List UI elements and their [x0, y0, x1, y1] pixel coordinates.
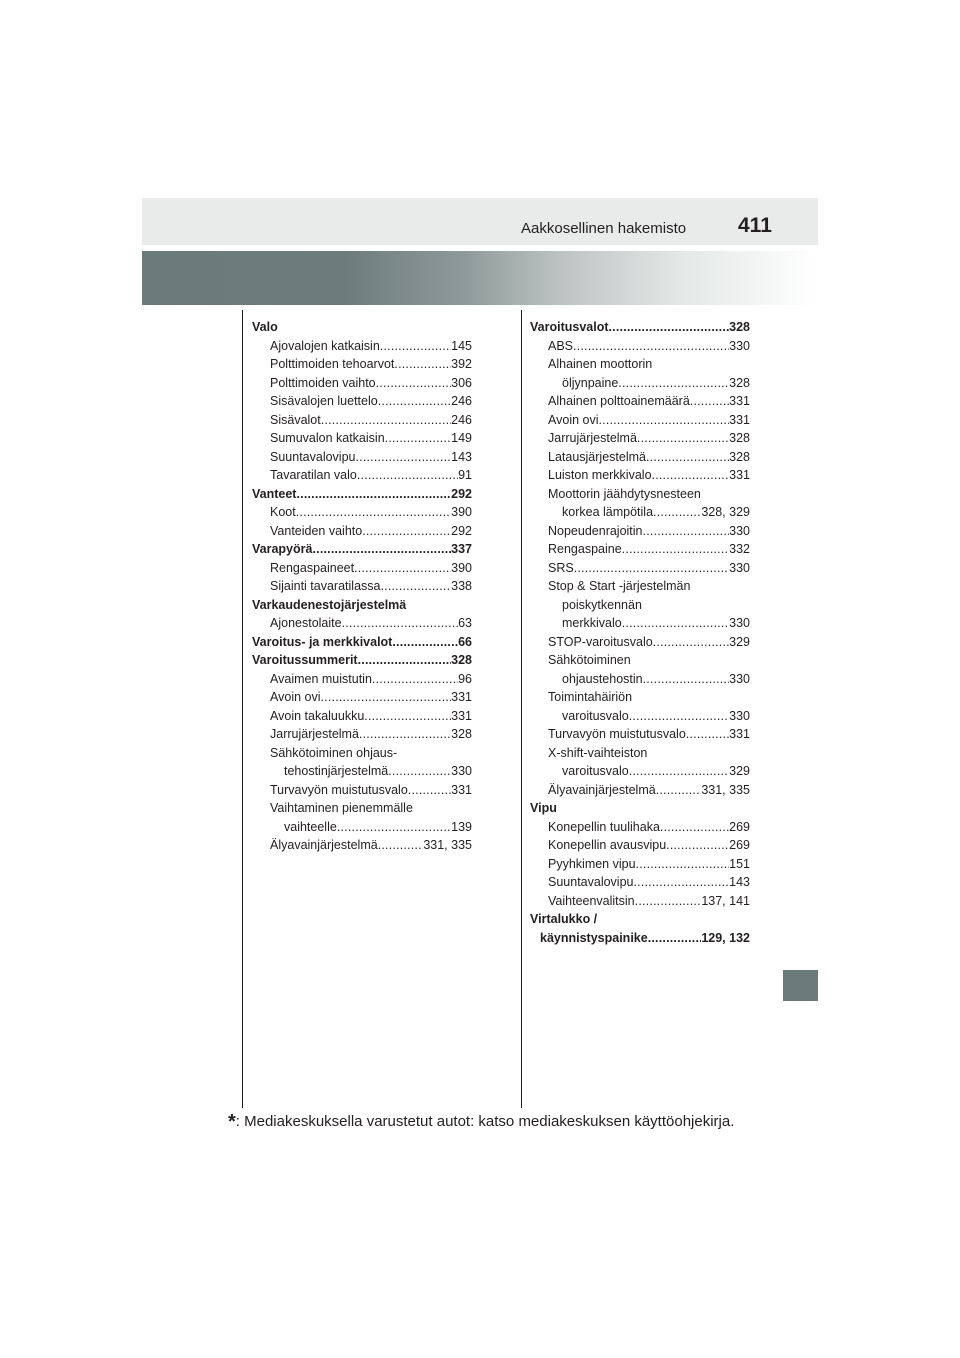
dot-leader: [633, 873, 729, 892]
index-entry-label: Ajovalojen katkaisin: [270, 338, 380, 353]
index-entry-label: Konepellin avausvipu: [548, 838, 667, 852]
index-entry-label: Varapyörä: [252, 542, 313, 556]
index-entry-page[interactable]: 139: [451, 819, 472, 834]
index-entry-label: Älyavainjärjestelmä: [548, 782, 656, 797]
dot-leader: [408, 781, 451, 800]
index-entry-label: ABS: [548, 338, 574, 353]
index-entry-page[interactable]: 338: [451, 579, 472, 593]
index-entry-page[interactable]: 292: [451, 523, 472, 538]
index-entry-page[interactable]: 91: [458, 468, 472, 482]
index-entry: [252, 670, 472, 689]
index-entry: [530, 596, 750, 615]
index-entry-label: Alhainen moottorin: [548, 357, 653, 371]
index-entry-label: Turvavyön muistutusvalo: [548, 727, 686, 741]
index-entry-page[interactable]: 246: [451, 394, 472, 408]
index-entry-page[interactable]: 328: [729, 431, 750, 445]
index-entry-page[interactable]: 332: [729, 542, 750, 556]
dot-leader: [385, 429, 451, 448]
index-entry-page[interactable]: 330: [729, 523, 750, 538]
index-entry-label: korkea lämpötila: [562, 505, 654, 519]
index-entry-label: Nopeudenrajoitin: [548, 523, 643, 538]
dot-leader: [646, 448, 729, 467]
index-entry-page[interactable]: 149: [451, 431, 472, 445]
index-entry: [530, 725, 750, 744]
dot-leader: [376, 374, 452, 393]
index-entry-page[interactable]: 331: [729, 412, 750, 427]
index-entry-label: Älyavainjärjestelmä: [270, 838, 378, 852]
index-entry-page[interactable]: 390: [451, 505, 472, 519]
index-entry-label: Virtalukko /: [530, 912, 598, 926]
dot-leader: [573, 337, 729, 356]
index-entry-label: Sumuvalon katkaisin: [270, 431, 385, 445]
index-entry: [252, 633, 472, 652]
index-entry: [252, 781, 472, 800]
index-entry-label: Sähkötoiminen ohjaus-: [270, 745, 398, 760]
index-entry: [252, 540, 472, 559]
index-entry: [530, 818, 750, 837]
index-entry: [530, 688, 750, 707]
dot-leader: [648, 929, 702, 948]
index-entry: [530, 892, 750, 911]
index-entry: [252, 614, 472, 633]
index-entry-page[interactable]: 331: [451, 782, 472, 797]
footnote: [228, 1111, 788, 1134]
index-entry: [530, 614, 750, 633]
index-entry-label: merkkivalo: [562, 616, 622, 630]
index-entry-label: Vanteet: [252, 486, 297, 501]
index-entry: [252, 392, 472, 411]
dot-leader: [690, 392, 729, 411]
dot-leader: [686, 725, 729, 744]
header-bar: [142, 198, 818, 245]
index-entry: [530, 799, 750, 818]
index-entry-label: Polttimoiden vaihto: [270, 375, 376, 390]
index-entry-label: poiskytkennän: [562, 597, 642, 612]
index-entry-label: öljynpaine: [562, 375, 619, 390]
index-entry-label: Sisävalot: [270, 412, 321, 427]
footnote-text: : Mediakeskuksella varustetut autot: katso mediakeskuksen käyttöohjekirja.: [235, 1113, 735, 1130]
index-entry: [252, 725, 472, 744]
index-entry-label: Rengaspaineet: [270, 560, 355, 575]
index-entry-page[interactable]: 246: [451, 412, 472, 427]
dot-leader: [394, 355, 451, 374]
index-entry-page[interactable]: 331, 335: [423, 838, 472, 852]
dot-leader: [599, 411, 730, 430]
index-entry: [252, 337, 472, 356]
index-entry: [252, 744, 472, 763]
index-entry-page[interactable]: 331: [729, 727, 750, 741]
index-entry: [530, 781, 750, 800]
section-title: Aakkosellinen hakemisto: [521, 220, 687, 237]
index-entry: [252, 429, 472, 448]
index-entry-label: varoitusvalo: [562, 708, 629, 723]
index-entry: [530, 448, 750, 467]
index-entry: [530, 836, 750, 855]
dot-leader: [629, 707, 729, 726]
dot-leader: [312, 540, 451, 559]
dot-leader: [392, 633, 458, 652]
index-entry: [530, 910, 750, 929]
dot-leader: [354, 559, 451, 578]
dot-leader: [342, 614, 459, 633]
index-entry-page[interactable]: 331: [451, 708, 472, 723]
index-entry: [252, 559, 472, 578]
index-entry-label: SRS: [548, 560, 574, 575]
index-entry-label: Suuntavalovipu: [270, 449, 356, 464]
index-entry: [252, 596, 472, 615]
index-entry: [530, 559, 750, 578]
index-entry-label: Pyyhkimen vipu: [548, 856, 636, 871]
index-entry-label: Suuntavalovipu: [548, 875, 634, 889]
index-entry: [530, 929, 750, 948]
dot-leader: [636, 855, 730, 874]
index-entry: [530, 744, 750, 763]
index-entry-label: Moottorin jäähdytysnesteen: [548, 486, 701, 501]
index-entry: [530, 429, 750, 448]
dot-leader: [656, 781, 702, 800]
dot-leader: [637, 429, 729, 448]
dot-leader: [378, 392, 451, 411]
index-entry-label: tehostinjärjestelmä: [284, 764, 389, 778]
index-entry-page[interactable]: 330: [729, 671, 750, 686]
index-entry: [530, 670, 750, 689]
index-entry: [252, 355, 472, 374]
index-entry: [530, 374, 750, 393]
index-entry: [530, 318, 750, 337]
index-entry-page[interactable]: 329: [729, 634, 750, 649]
index-entry-label: Avoin ovi: [270, 690, 321, 704]
index-entry-label: Valo: [252, 320, 278, 334]
dot-leader: [629, 762, 729, 781]
dot-leader: [359, 725, 451, 744]
index-entry-page[interactable]: 137, 141: [701, 893, 750, 908]
dot-leader: [321, 411, 451, 430]
dot-leader: [652, 466, 730, 485]
dot-leader: [362, 522, 451, 541]
index-entry: [252, 818, 472, 837]
index-entry-label: Varoitussummerit: [252, 653, 358, 667]
footnote-asterisk: *: [228, 1111, 236, 1133]
index-entry: [252, 688, 472, 707]
dot-leader: [380, 577, 451, 596]
index-entry-label: Varkaudenestojärjestelmä: [252, 597, 407, 612]
index-entry: [252, 503, 472, 522]
index-column-right: [530, 318, 750, 947]
index-entry-page[interactable]: 328: [729, 449, 750, 464]
index-entry-label: Latausjärjestelmä: [548, 449, 646, 464]
index-entry-page[interactable]: 63: [458, 616, 472, 630]
index-entry-label: käynnistyspainike: [540, 930, 648, 945]
dot-leader: [622, 540, 729, 559]
index-entry-label: STOP-varoitusvalo: [548, 634, 653, 649]
index-entry: [252, 485, 472, 504]
decorative-gradient-band: [142, 251, 818, 305]
index-entry-page[interactable]: 66: [458, 634, 472, 649]
index-entry: [252, 799, 472, 818]
dot-leader: [574, 559, 729, 578]
index-entry-label: Tavaratilan valo: [270, 468, 357, 482]
index-entry-page[interactable]: 392: [451, 357, 472, 371]
index-entry-page[interactable]: 331: [451, 690, 472, 704]
index-entry-label: Konepellin tuulihaka: [548, 819, 660, 834]
dot-leader: [364, 707, 451, 726]
index-entry-page[interactable]: 328: [729, 375, 750, 390]
index-entry-page[interactable]: 328: [729, 320, 750, 334]
index-entry: [530, 522, 750, 541]
dot-leader: [653, 633, 729, 652]
index-entry-label: Alhainen polttoainemäärä: [548, 394, 690, 408]
index-entry-page[interactable]: 143: [451, 449, 472, 464]
dot-leader: [643, 522, 730, 541]
index-entry-label: Avaimen muistutin: [270, 671, 372, 686]
dot-leader: [358, 651, 452, 670]
index-entry-label: Sisävalojen luettelo: [270, 394, 378, 408]
dot-leader: [296, 503, 451, 522]
dot-leader: [622, 614, 729, 633]
index-entry-page[interactable]: 151: [729, 856, 750, 871]
index-entry-page[interactable]: 328: [451, 653, 472, 667]
index-entry: [530, 392, 750, 411]
index-entry-label: Vanteiden vaihto: [270, 523, 363, 538]
index-entry-page[interactable]: 330: [729, 708, 750, 723]
index-entry: [252, 448, 472, 467]
dot-leader: [618, 374, 729, 393]
index-entry-page[interactable]: 269: [729, 819, 750, 834]
column-divider-left: [242, 310, 243, 1108]
dot-leader: [355, 448, 451, 467]
dot-leader: [372, 670, 458, 689]
index-entry-label: Varoitusvalot: [530, 320, 609, 334]
index-entry-page[interactable]: 269: [729, 838, 750, 852]
index-entry-label: Vipu: [530, 801, 557, 815]
index-entry-label: Luiston merkkivalo: [548, 468, 652, 482]
index-entry: [252, 466, 472, 485]
index-entry-label: Jarrujärjestelmä: [270, 727, 359, 741]
index-entry-label: Rengaspaine: [548, 542, 622, 556]
index-entry: [530, 577, 750, 596]
index-entry-page[interactable]: 143: [729, 875, 750, 889]
index-entry-page[interactable]: 330: [729, 338, 750, 353]
index-entry: [252, 651, 472, 670]
dot-leader: [296, 485, 451, 504]
index-entry-page[interactable]: 330: [451, 764, 472, 778]
dot-leader: [660, 818, 729, 837]
index-entry: [252, 762, 472, 781]
index-entry-page[interactable]: 306: [451, 375, 472, 390]
index-entry: [252, 836, 472, 855]
dot-leader: [357, 466, 458, 485]
index-entry: [252, 318, 472, 337]
index-entry-label: Avoin ovi: [548, 412, 599, 427]
index-entry-label: Sähkötoiminen: [548, 653, 631, 667]
index-entry-label: Turvavyön muistutusvalo: [270, 782, 408, 797]
index-entry-label: Sijainti tavaratilassa: [270, 579, 381, 593]
dot-leader: [378, 836, 424, 855]
index-entry: [530, 707, 750, 726]
index-entry-label: ohjaustehostin: [562, 671, 643, 686]
index-entry: [252, 707, 472, 726]
index-entry-page[interactable]: 292: [451, 486, 472, 501]
index-entry: [252, 577, 472, 596]
index-entry: [530, 485, 750, 504]
index-entry-label: Polttimoiden tehoarvot: [270, 357, 395, 371]
dot-leader: [321, 688, 452, 707]
index-entry: [530, 466, 750, 485]
index-entry-label: Avoin takaluukku: [270, 708, 365, 723]
index-entry-page[interactable]: 328: [451, 727, 472, 741]
index-entry-label: X-shift-vaihteiston: [548, 745, 648, 760]
index-entry-page[interactable]: 96: [458, 671, 472, 686]
index-entry: [530, 633, 750, 652]
index-column-left: [252, 318, 472, 855]
index-entry-page[interactable]: 331: [729, 468, 750, 482]
index-entry: [252, 411, 472, 430]
index-entry-page[interactable]: 329: [729, 764, 750, 778]
column-divider-middle: [521, 310, 522, 1108]
page-number: 411: [738, 214, 772, 237]
dot-leader: [653, 503, 701, 522]
dot-leader: [666, 836, 729, 855]
index-entry-page[interactable]: 330: [729, 560, 750, 575]
index-entry-label: Jarrujärjestelmä: [548, 431, 637, 445]
index-entry: [530, 540, 750, 559]
index-entry-page[interactable]: 331: [729, 394, 750, 408]
index-entry-label: varoitusvalo: [562, 764, 629, 778]
index-entry-label: Vaihtaminen pienemmälle: [270, 801, 413, 815]
index-entry: [530, 337, 750, 356]
dot-leader: [337, 818, 451, 837]
index-entry-label: Varoitus- ja merkkivalot: [252, 634, 393, 649]
index-entry-label: Vaihteenvalitsin: [548, 893, 635, 908]
index-entry-page[interactable]: 390: [451, 560, 472, 575]
index-entry: [252, 374, 472, 393]
index-entry: [530, 651, 750, 670]
index-entry-label: Ajonestolaite: [270, 616, 342, 630]
index-entry-label: Toimintahäiriön: [548, 690, 633, 704]
index-entry-page[interactable]: 331, 335: [701, 782, 750, 797]
dot-leader: [609, 318, 730, 337]
dot-leader: [388, 762, 451, 781]
dot-leader: [635, 892, 702, 911]
index-entry-page[interactable]: 145: [451, 338, 472, 353]
index-entry: [530, 355, 750, 374]
index-entry: [530, 411, 750, 430]
index-entry: [530, 503, 750, 522]
index-entry-label: vaihteelle: [284, 819, 337, 834]
index-entry: [252, 522, 472, 541]
index-entry-page[interactable]: 330: [729, 616, 750, 630]
index-entry-page[interactable]: 129, 132: [701, 930, 750, 945]
dot-leader: [643, 670, 730, 689]
index-entry-label: Koot: [270, 505, 296, 519]
index-entry-page[interactable]: 337: [451, 542, 472, 556]
index-entry-label: Stop & Start -järjestelmän: [548, 579, 691, 593]
index-entry-page[interactable]: 328, 329: [701, 505, 750, 519]
index-entry: [530, 855, 750, 874]
dot-leader: [380, 337, 451, 356]
index-entry: [530, 762, 750, 781]
index-entry: [530, 873, 750, 892]
chapter-tab-marker: [783, 970, 818, 1001]
